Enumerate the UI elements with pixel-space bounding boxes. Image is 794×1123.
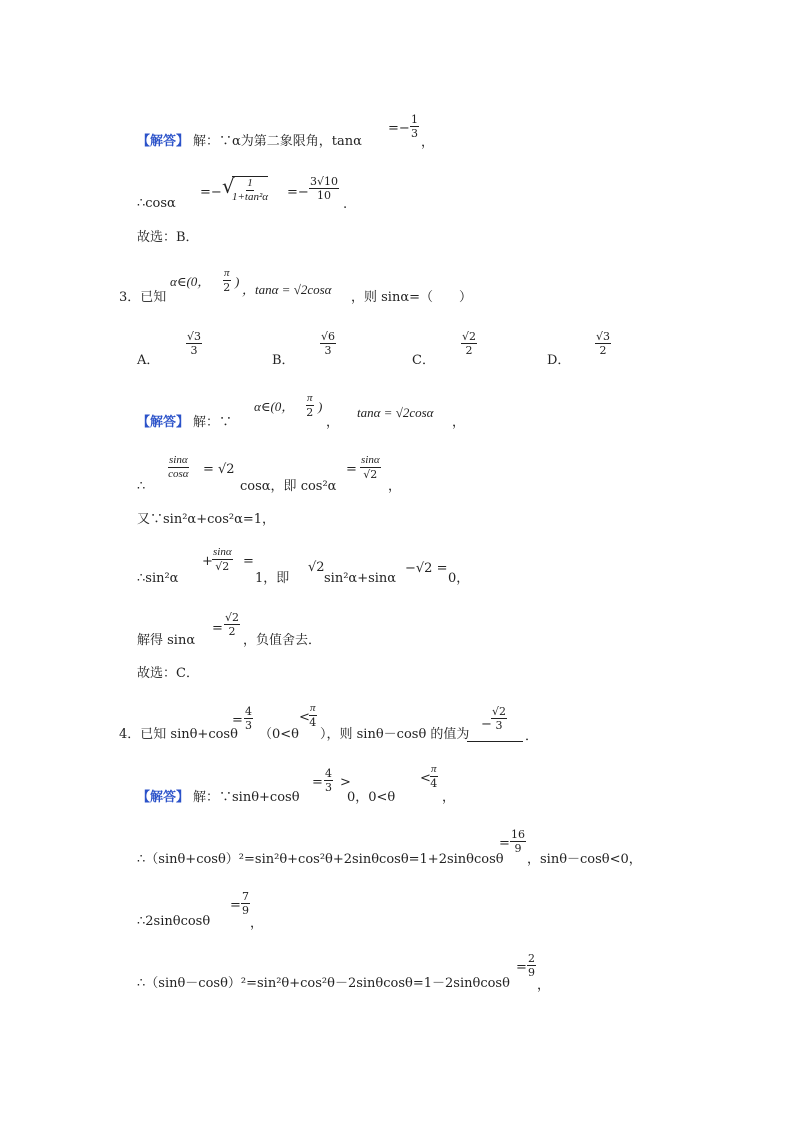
equals-sqrt: = √2 xyxy=(203,462,235,477)
comma: ， xyxy=(326,415,340,430)
therefore-line: ∴sin²α xyxy=(137,571,179,586)
fraction: $\frac{\sin\alpha}{√2}$ xyxy=(213,546,232,573)
identity-line: 又∵sin²α+cos²α=1， xyxy=(137,512,276,527)
option-c-value[interactable]: $\frac{√2}{2}$ xyxy=(462,330,477,357)
plus-sign: + xyxy=(202,554,213,569)
comma: ， xyxy=(452,415,466,430)
question-number: 4．已知 sinθ+cosθ xyxy=(119,727,238,742)
period: ． xyxy=(525,729,539,744)
fraction: $\frac{\pi}{4}$ xyxy=(309,702,317,729)
question-number: 3．已知 xyxy=(119,290,167,305)
equals-sign: = xyxy=(230,898,241,913)
equals-sign: =− xyxy=(388,121,410,136)
less-than: < xyxy=(420,771,431,786)
solution-text: 解：∵sinθ+cosθ xyxy=(193,790,300,805)
paren: ) xyxy=(318,399,323,414)
solution-label: 【解答】 xyxy=(137,415,190,430)
fraction: $\frac{\pi}{4}$ xyxy=(430,763,438,790)
choice-text: 故选：B． xyxy=(137,230,199,245)
comma: ， xyxy=(421,135,435,150)
comma: ， xyxy=(388,479,402,494)
zero-text: 0， xyxy=(448,571,470,586)
option-a-value[interactable]: $\frac{√3}{3}$ xyxy=(187,330,202,357)
choice-text: 故选：C． xyxy=(137,666,199,681)
cos-text: cosα，即 cos²α xyxy=(240,479,337,494)
answer-blank[interactable] xyxy=(467,741,523,742)
fraction: $\frac{1}{\text{1+tan²α}}$ xyxy=(232,177,269,203)
sqrt-two: √2 xyxy=(308,560,325,575)
greater-than: > xyxy=(340,775,351,790)
fraction: $\frac{\pi}{2}$ xyxy=(306,392,314,419)
fraction: $\frac{2}{9}$ xyxy=(528,952,535,979)
fraction: $\frac{\pi}{2}$ xyxy=(223,267,231,294)
option-c-letter[interactable]: C． xyxy=(412,353,435,368)
option-d-value[interactable]: $\frac{√3}{2}$ xyxy=(596,330,611,357)
range-open: （0<θ xyxy=(259,727,299,742)
equals-sign: = xyxy=(232,713,243,728)
fraction: $\frac{16}{9}$ xyxy=(511,828,525,855)
condition-alpha: α∈(0， xyxy=(170,274,211,289)
double-product-line: ∴2sinθcosθ xyxy=(137,914,211,929)
answer-fraction: $\frac{√2}{3}$ xyxy=(492,705,507,732)
fraction: $\frac{\sin\alpha}{\cos\alpha}$ xyxy=(168,454,189,480)
comma: ， xyxy=(442,790,456,805)
solution-label: 【解答】 xyxy=(137,134,190,149)
fraction: $\frac{7}{9}$ xyxy=(242,890,249,917)
solution-text: 解：∵α为第二象限角，tanα xyxy=(193,134,362,149)
condition-tan: tanα = √2cosα xyxy=(357,405,434,420)
square-diff-line: ∴（sinθ－cosθ）²=sin²θ+cos²θ－2sinθcosθ=1－2sinθcosθ xyxy=(137,976,510,991)
option-b-value[interactable]: $\frac{√6}{3}$ xyxy=(321,330,336,357)
zero-theta: 0，0<θ xyxy=(347,790,396,805)
question-ask: ），则 sinθ－cosθ 的值为 xyxy=(320,727,470,742)
option-b-letter[interactable]: B． xyxy=(272,353,295,368)
fraction: $\frac{4}{3}$ xyxy=(245,705,252,732)
sin-expression: sin²α+sinα xyxy=(324,571,397,586)
option-a-letter[interactable]: A． xyxy=(137,353,160,368)
therefore-symbol: ∴ xyxy=(137,479,146,494)
comma: ， xyxy=(537,978,551,993)
solution-text: 解：∵ xyxy=(193,415,233,430)
minus-sqrt: −√2 = xyxy=(405,561,448,576)
fraction: $\frac{√2}{2}$ xyxy=(225,611,240,638)
discard-text: ，负值舍去． xyxy=(243,633,322,648)
equals-sign: = xyxy=(312,775,323,790)
equals-sign: = xyxy=(516,960,527,975)
fraction: $\frac{3√10}{10}$ xyxy=(310,175,339,202)
paren: ) xyxy=(235,274,240,289)
equals-sign: = xyxy=(212,621,223,636)
equals-sign: = xyxy=(243,554,254,569)
solve-text: 解得 sinα xyxy=(137,633,196,648)
fraction: $\frac{1}{3}$ xyxy=(411,113,418,140)
sqrt-symbol: √ xyxy=(222,174,235,198)
less-than: < xyxy=(299,710,310,725)
condition-alpha: α∈(0， xyxy=(254,399,295,414)
equals-sign: =− xyxy=(287,185,309,200)
square-sum-line: ∴（sinθ+cosθ）²=sin²θ+cos²θ+2sinθcosθ=1+2sinθcosθ xyxy=(137,852,504,867)
answer-sign: − xyxy=(481,717,492,732)
option-d-letter[interactable]: D． xyxy=(547,353,571,368)
condition-tan: ，tanα = √2cosα xyxy=(242,282,332,297)
equals-sign: =− xyxy=(200,185,222,200)
difference-sign: ，sinθ－cosθ<0， xyxy=(527,852,642,867)
question-ask: ，则 sinα=（ ） xyxy=(351,290,473,305)
fraction: $\frac{\sin\alpha}{√2}$ xyxy=(361,454,380,481)
therefore-line: ∴cosα xyxy=(137,196,176,211)
comma: ， xyxy=(250,916,264,931)
period: . xyxy=(343,197,348,212)
equals-sign: = xyxy=(346,462,357,477)
equals-sign: = xyxy=(499,836,510,851)
solution-label: 【解答】 xyxy=(137,790,190,805)
fraction: $\frac{4}{3}$ xyxy=(325,767,332,794)
one-text: 1，即 xyxy=(255,571,290,586)
